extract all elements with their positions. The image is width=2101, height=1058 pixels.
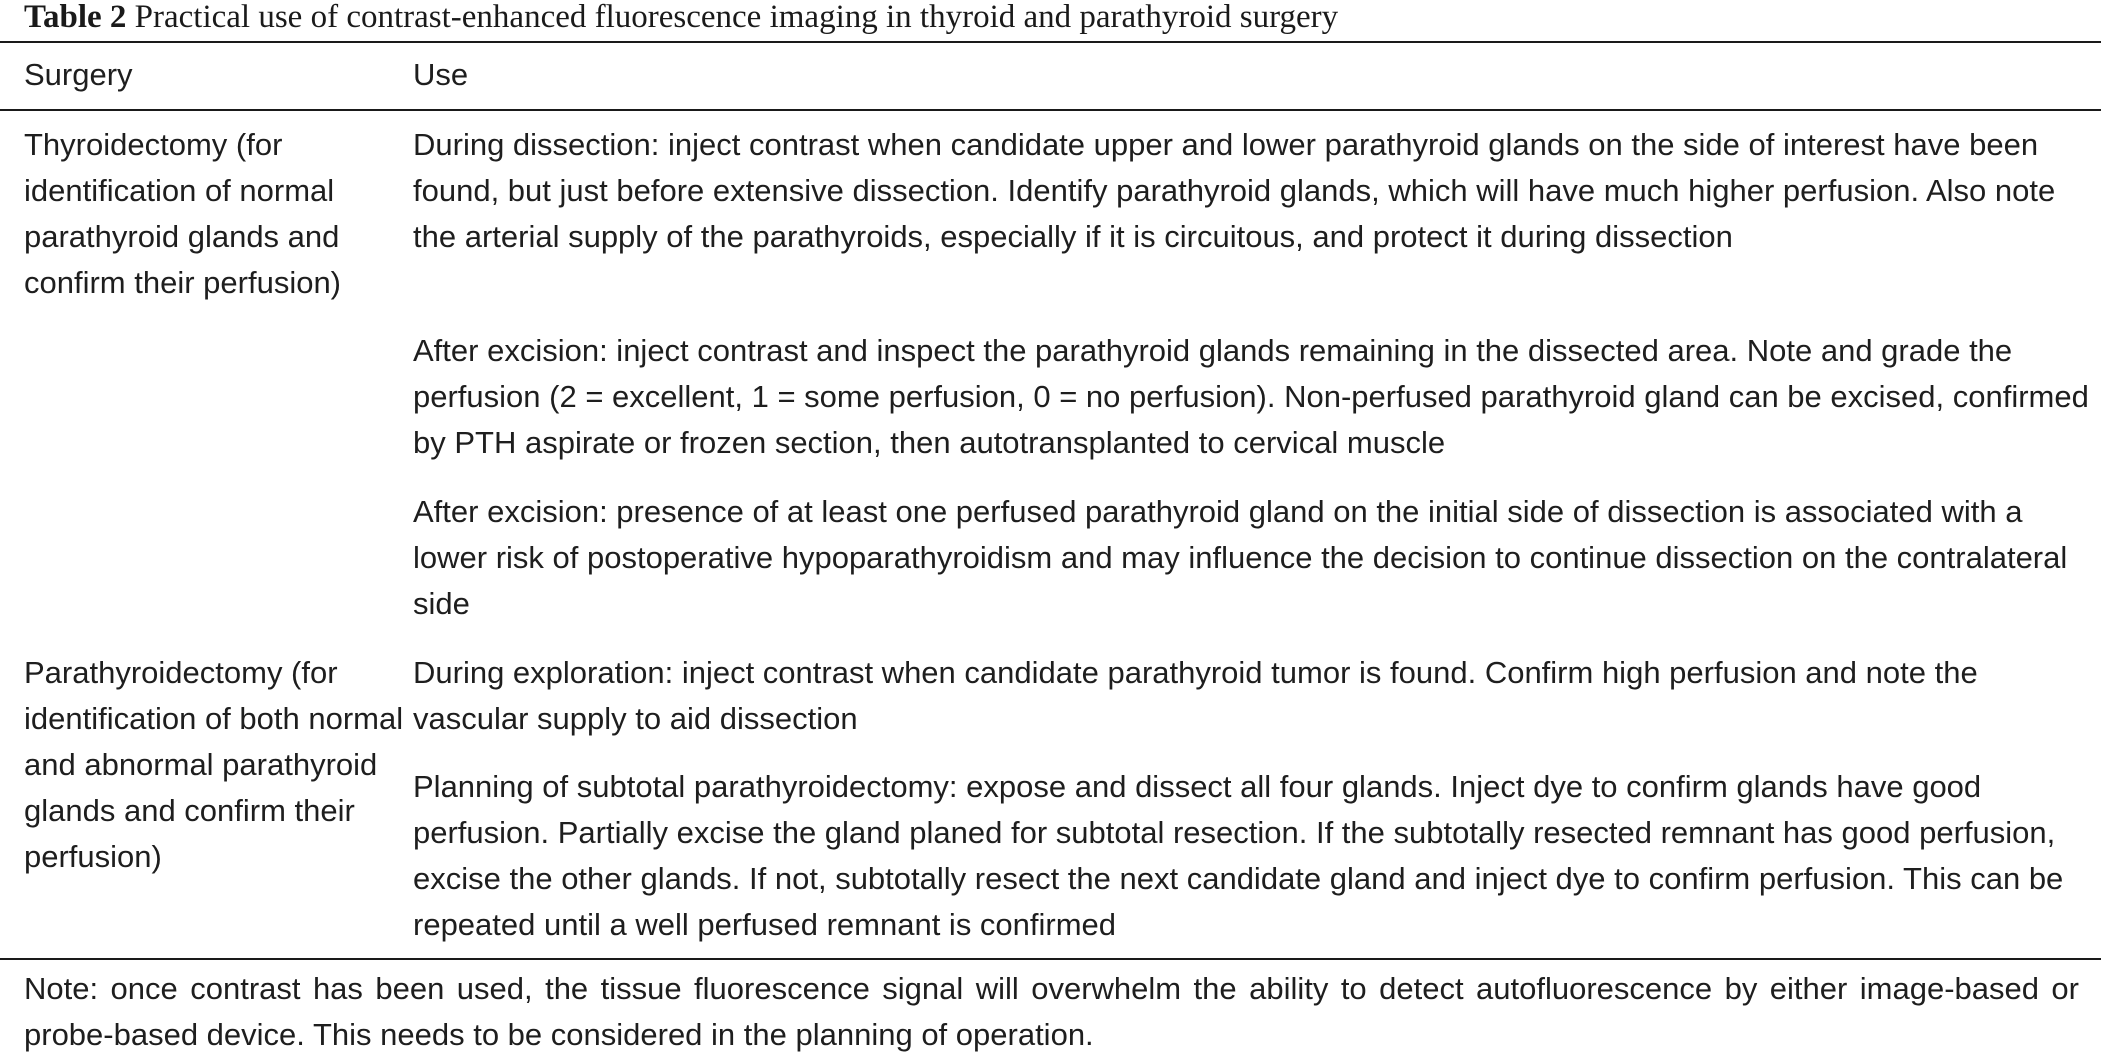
use-cell: After excision: inject contrast and inspect the parathyroid glands remaining in the dissected area. Note and grade the perfusion (2 = excellent, 1 = some perfusion, 0 = no perfusion). Non-perfused parathyroid gland can be excised, confirmed by PTH aspirate or frozen section, then autotransplanted to cervical muscle bbox=[413, 333, 2089, 460]
table-label: Table 2 bbox=[24, 0, 127, 35]
table-footnote: Note: once contrast has been used, the tissue fluorescence signal will overwhelm the ability to detect autofluorescence by either image-based or probe-based device. This needs to be considered in the planning of operation. bbox=[24, 971, 2079, 1052]
use-cell: During exploration: inject contrast when candidate parathyroid tumor is found. Confirm high perfusion and note the vascular supply to aid dissection bbox=[413, 655, 1978, 736]
header-rule bbox=[0, 109, 2101, 111]
use-cell: During dissection: inject contrast when candidate upper and lower parathyroid glands on the side of interest have been found, but just before extensive dissection. Identify parathyroid glands, which will have much higher perfusion. Also note the arterial supply of the parathyroids, especially if it is circuitous, and protect it during dissection bbox=[413, 127, 2056, 254]
table-title: Practical use of contrast-enhanced fluorescence imaging in thyroid and parathyroid surgery bbox=[134, 0, 1339, 35]
column-header-surgery: Surgery bbox=[24, 57, 133, 92]
surgery-cell-thyroidectomy: Thyroidectomy (for identification of normal parathyroid glands and confirm their perfusion) bbox=[24, 127, 342, 300]
table-caption bbox=[24, 0, 1338, 38]
use-cell: Planning of subtotal parathyroidectomy: expose and dissect all four glands. Inject dye to confirm glands have good perfusion. Partially excise the gland planed for subtotal resection. If the subtotally resected remnant has good perfusion, excise the other glands. If not, subtotally resect the next candidate gland and inject dye to confirm perfusion. This can be repeated until a well perfused remnant is confirmed bbox=[413, 769, 2064, 942]
column-header-use: Use bbox=[413, 57, 469, 92]
top-rule bbox=[0, 41, 2101, 43]
use-cell: After excision: presence of at least one perfused parathyroid gland on the initial side of dissection is associated with a lower risk of postoperative hypoparathyroidism and may influence the decision to continue dissection on the contralateral side bbox=[413, 494, 2068, 621]
surgery-cell-parathyroidectomy: Parathyroidectomy (for identification of both normal and abnormal parathyroid glands and confirm their perfusion) bbox=[24, 655, 404, 874]
bottom-rule bbox=[0, 958, 2101, 960]
